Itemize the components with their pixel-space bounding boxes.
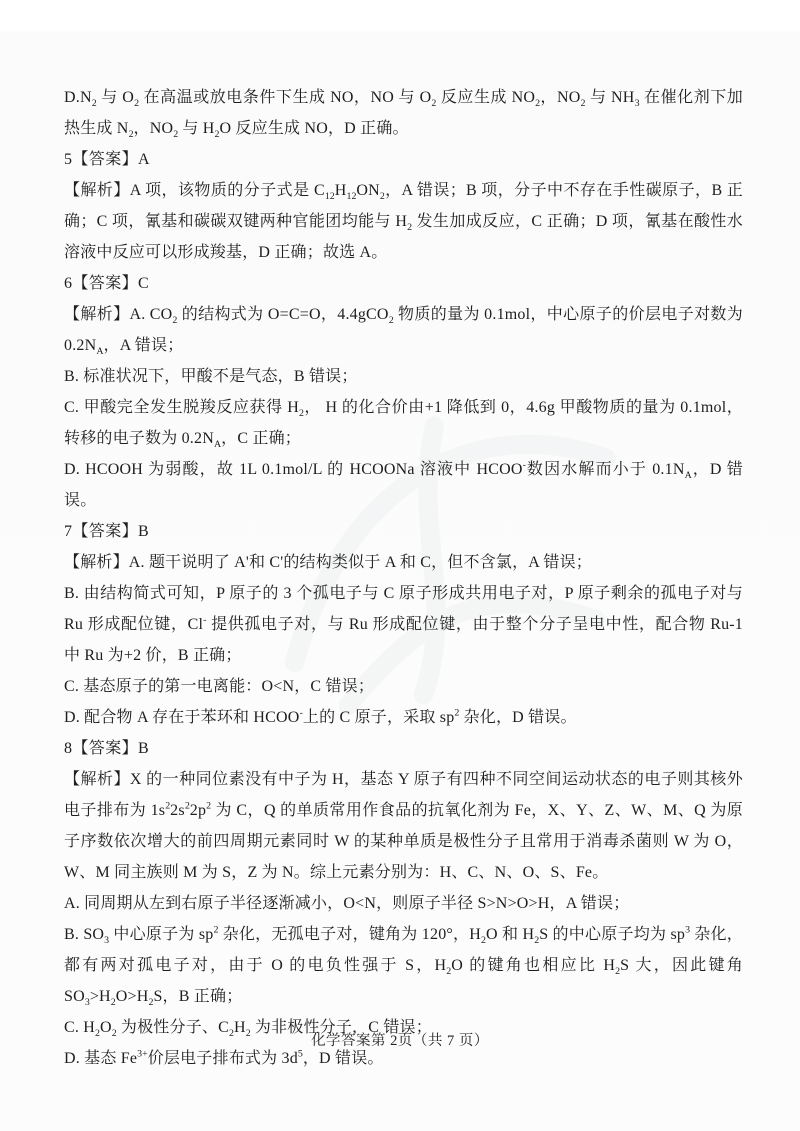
- text-line: D. 基态 $Fe^{3+}$价层电子排布式为 $3d^5$，D 错误。: [64, 1048, 384, 1067]
- text-line: B. 标准状况下，甲酸不是气态，B 错误；: [64, 368, 358, 385]
- text-line: 【解析】X 的一种同位素没有中子为 H，基态 Y 原子有四种不同空间运动状态的电子则其核外电子排布为 $1s^22s^22p^2$ 为 C，Q 的单质常用作食品的抗氧化剂为 Fe，X、Y、Z、W、M、Q 为原子序数依次增大的前四周期元素同时 W 的某种单质是极性分子且常用于消毒杀菌则 W 为 O，W、M 同主族则 M 为 S，Z 为 N。综上元素分别为：H、C、N、O、S、Fe。: [64, 771, 744, 881]
- page-footer: [0, 1028, 800, 1054]
- text-line: D. HCOOH 为弱酸，故 1L 0.1mol/L 的 HCOONa 溶液中 HCOO-数因水解而小于 $0.1N_A$，D 错误。: [64, 459, 743, 509]
- text-line: C. 基态原子的第一电离能：O<N，C 错误；: [64, 678, 375, 695]
- text-line: B. $SO_3$ 中心原子为 $sp^2$ 杂化，无孤电子对，键角为 120°，$H_2O$ 和 $H_2S$ 的中心原子均为 $sp^3$ 杂化，都有两对孤电子对，由于 O 的电负性强于 S，$H_2O$ 的键角也相应比 $H_2S$ 大，因此键角 $SO_3>H_2O>H_2S$，B 正确；: [64, 924, 744, 1009]
- answer-line: 7【答案】B: [64, 523, 150, 540]
- document-body: [64, 82, 743, 1074]
- text-line: C. 甲酸完全发生脱羧反应获得 $H_2$， H 的化合价由+1 降低到 0，4.6g 甲酸物质的量为 0.1mol，转移的电子数为 $0.2N_A$，C 正确；: [64, 399, 743, 451]
- text-line: 【解析】A 项，该物质的分子式是 $C_{12}H_{12}ON_2$，A 错误；B 项，分子中不存在手性碳原子，B 正确；C 项，氰基和碳碳双键两种官能团均能与 $H_2$ 发生加成反应，C 正确；D 项，氰基在酸性水溶液中反应可以形成羧基，D 正确；故选 A。: [64, 182, 744, 261]
- answer-line: 5【答案】A: [64, 151, 150, 168]
- text-line: D. 配合物 A 存在于苯环和 HCOO-上的 C 原子，采取 $sp^2$ 杂化，D 错误。: [64, 707, 577, 726]
- text-line: $D.N_2$ 与 $O_2$ 在高温或放电条件下生成 NO，NO 与 $O_2$ 反应生成 $NO_2$，$NO_2$ 与 $NH_3$ 在催化剂下加热生成 $N_2$，$NO_2$ 与 $H_2O$ 反应生成 NO，D 正确。: [64, 89, 743, 141]
- answer-line: 6【答案】C: [64, 275, 150, 292]
- text-line: A. 同周期从左到右原子半径逐渐减小，O<N，则原子半径 S>N>O>H，A 错误；: [64, 895, 630, 912]
- answer-line: 8【答案】B: [64, 740, 150, 757]
- text-line: C. $H_2O_2$ 为极性分子、$C_2H_2$ 为非极性分子，C 错误；: [64, 1019, 432, 1040]
- text-line: B. 由结构简式可知，P 原子的 3 个孤电子与 C 原子形成共用电子对，P 原子剩余的孤电子对与 Ru 形成配位键，Cl- 提供孤电子对，与 Ru 形成配位键，由于整个分子呈电中性，配合物 Ru-1 中 Ru 为+2 价，B 正确；: [64, 585, 743, 664]
- text-line: 【解析】A. $CO_2$ 的结构式为 O=C=O，4.4gCO$_2$ 物质的量为 0.1mol，中心原子的价层电子对数为 $0.2N_A$，A 错误；: [64, 306, 743, 358]
- page-footer-text: 化学答案第 2页（共 7 页）: [311, 1033, 489, 1049]
- text-line: 【解析】A. 题干说明了 A'和 C'的结构类似于 A 和 C，但不含氯，A 错误；: [64, 554, 592, 571]
